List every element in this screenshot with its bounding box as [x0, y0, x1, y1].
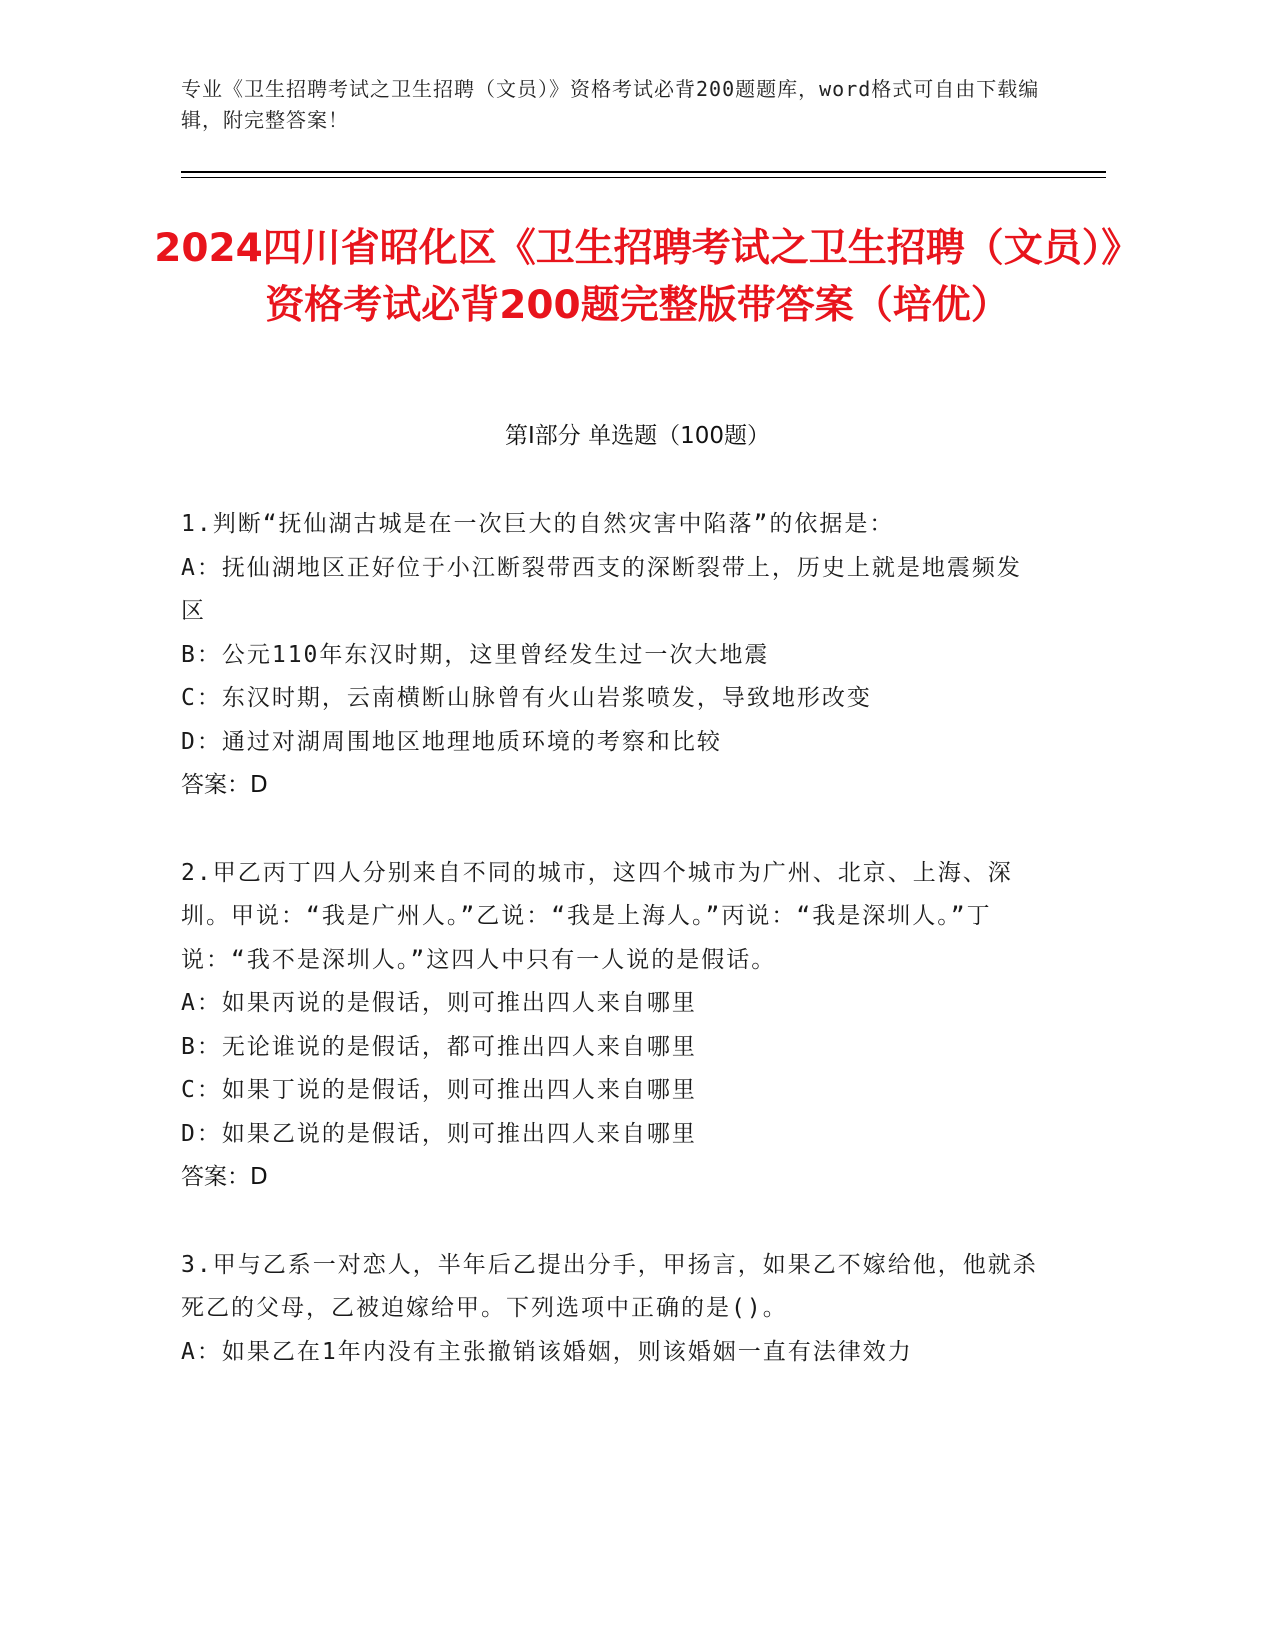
option-a: A：如果丙说的是假话，则可推出四人来自哪里	[181, 990, 697, 1016]
option-b: B：无论谁说的是假话，都可推出四人来自哪里	[181, 1033, 697, 1060]
question-item	[181, 852, 1041, 1200]
question-item	[181, 1244, 1041, 1375]
option-d: D：通过对湖周围地区地理地质环境的考察和比较	[181, 728, 722, 755]
option-c: C：东汉时期，云南横断山脉曾有火山岩浆喷发，导致地形改变	[181, 685, 872, 711]
section-heading: 第Ⅰ部分 单选题（100题）	[505, 423, 770, 449]
option-b: B：公元110年东汉时期，这里曾经发生过一次大地震	[181, 641, 770, 668]
question-stem: 2.甲乙丙丁四人分别来自不同的城市，这四个城市为广州、北京、上海、深圳。甲说：“我是广州人。”乙说：“我是上海人。”丙说：“我是深圳人。”丁说：“我不是深圳人。”这四人中只有一人说的是假话。	[181, 859, 1013, 973]
question-item	[181, 503, 1041, 808]
option-a: A：如果乙在1年内没有主张撤销该婚姻，则该婚姻一直有法律效力	[181, 1338, 913, 1365]
header-rule-thick	[181, 171, 1106, 173]
answer-label: 答案：D	[181, 1164, 268, 1190]
option-c: C：如果丁说的是假话，则可推出四人来自哪里	[181, 1077, 697, 1103]
header-rule-thin	[181, 177, 1106, 178]
document-title: 2024四川省昭化区《卫生招聘考试之卫生招聘（文员）》资格考试必背200题完整版带答案（培优）	[154, 226, 1121, 328]
question-stem: 1.判断“抚仙湖古城是在一次巨大的自然灾害中陷落”的依据是：	[181, 511, 895, 537]
answer-label: 答案：D	[181, 772, 268, 798]
question-stem: 3.甲与乙系一对恋人，半年后乙提出分手，甲扬言，如果乙不嫁给他，他就杀死乙的父母，乙被迫嫁给甲。下列选项中正确的是()。	[181, 1251, 1038, 1321]
option-a: A：抚仙湖地区正好位于小江断裂带西支的深断裂带上，历史上就是地震频发区	[181, 554, 1022, 624]
question-list	[181, 503, 1041, 1418]
option-d: D：如果乙说的是假话，则可推出四人来自哪里	[181, 1120, 697, 1147]
header-note: 专业《卫生招聘考试之卫生招聘（文员）》资格考试必背200题题库，word格式可自由下载编辑，附完整答案！	[181, 77, 1040, 132]
